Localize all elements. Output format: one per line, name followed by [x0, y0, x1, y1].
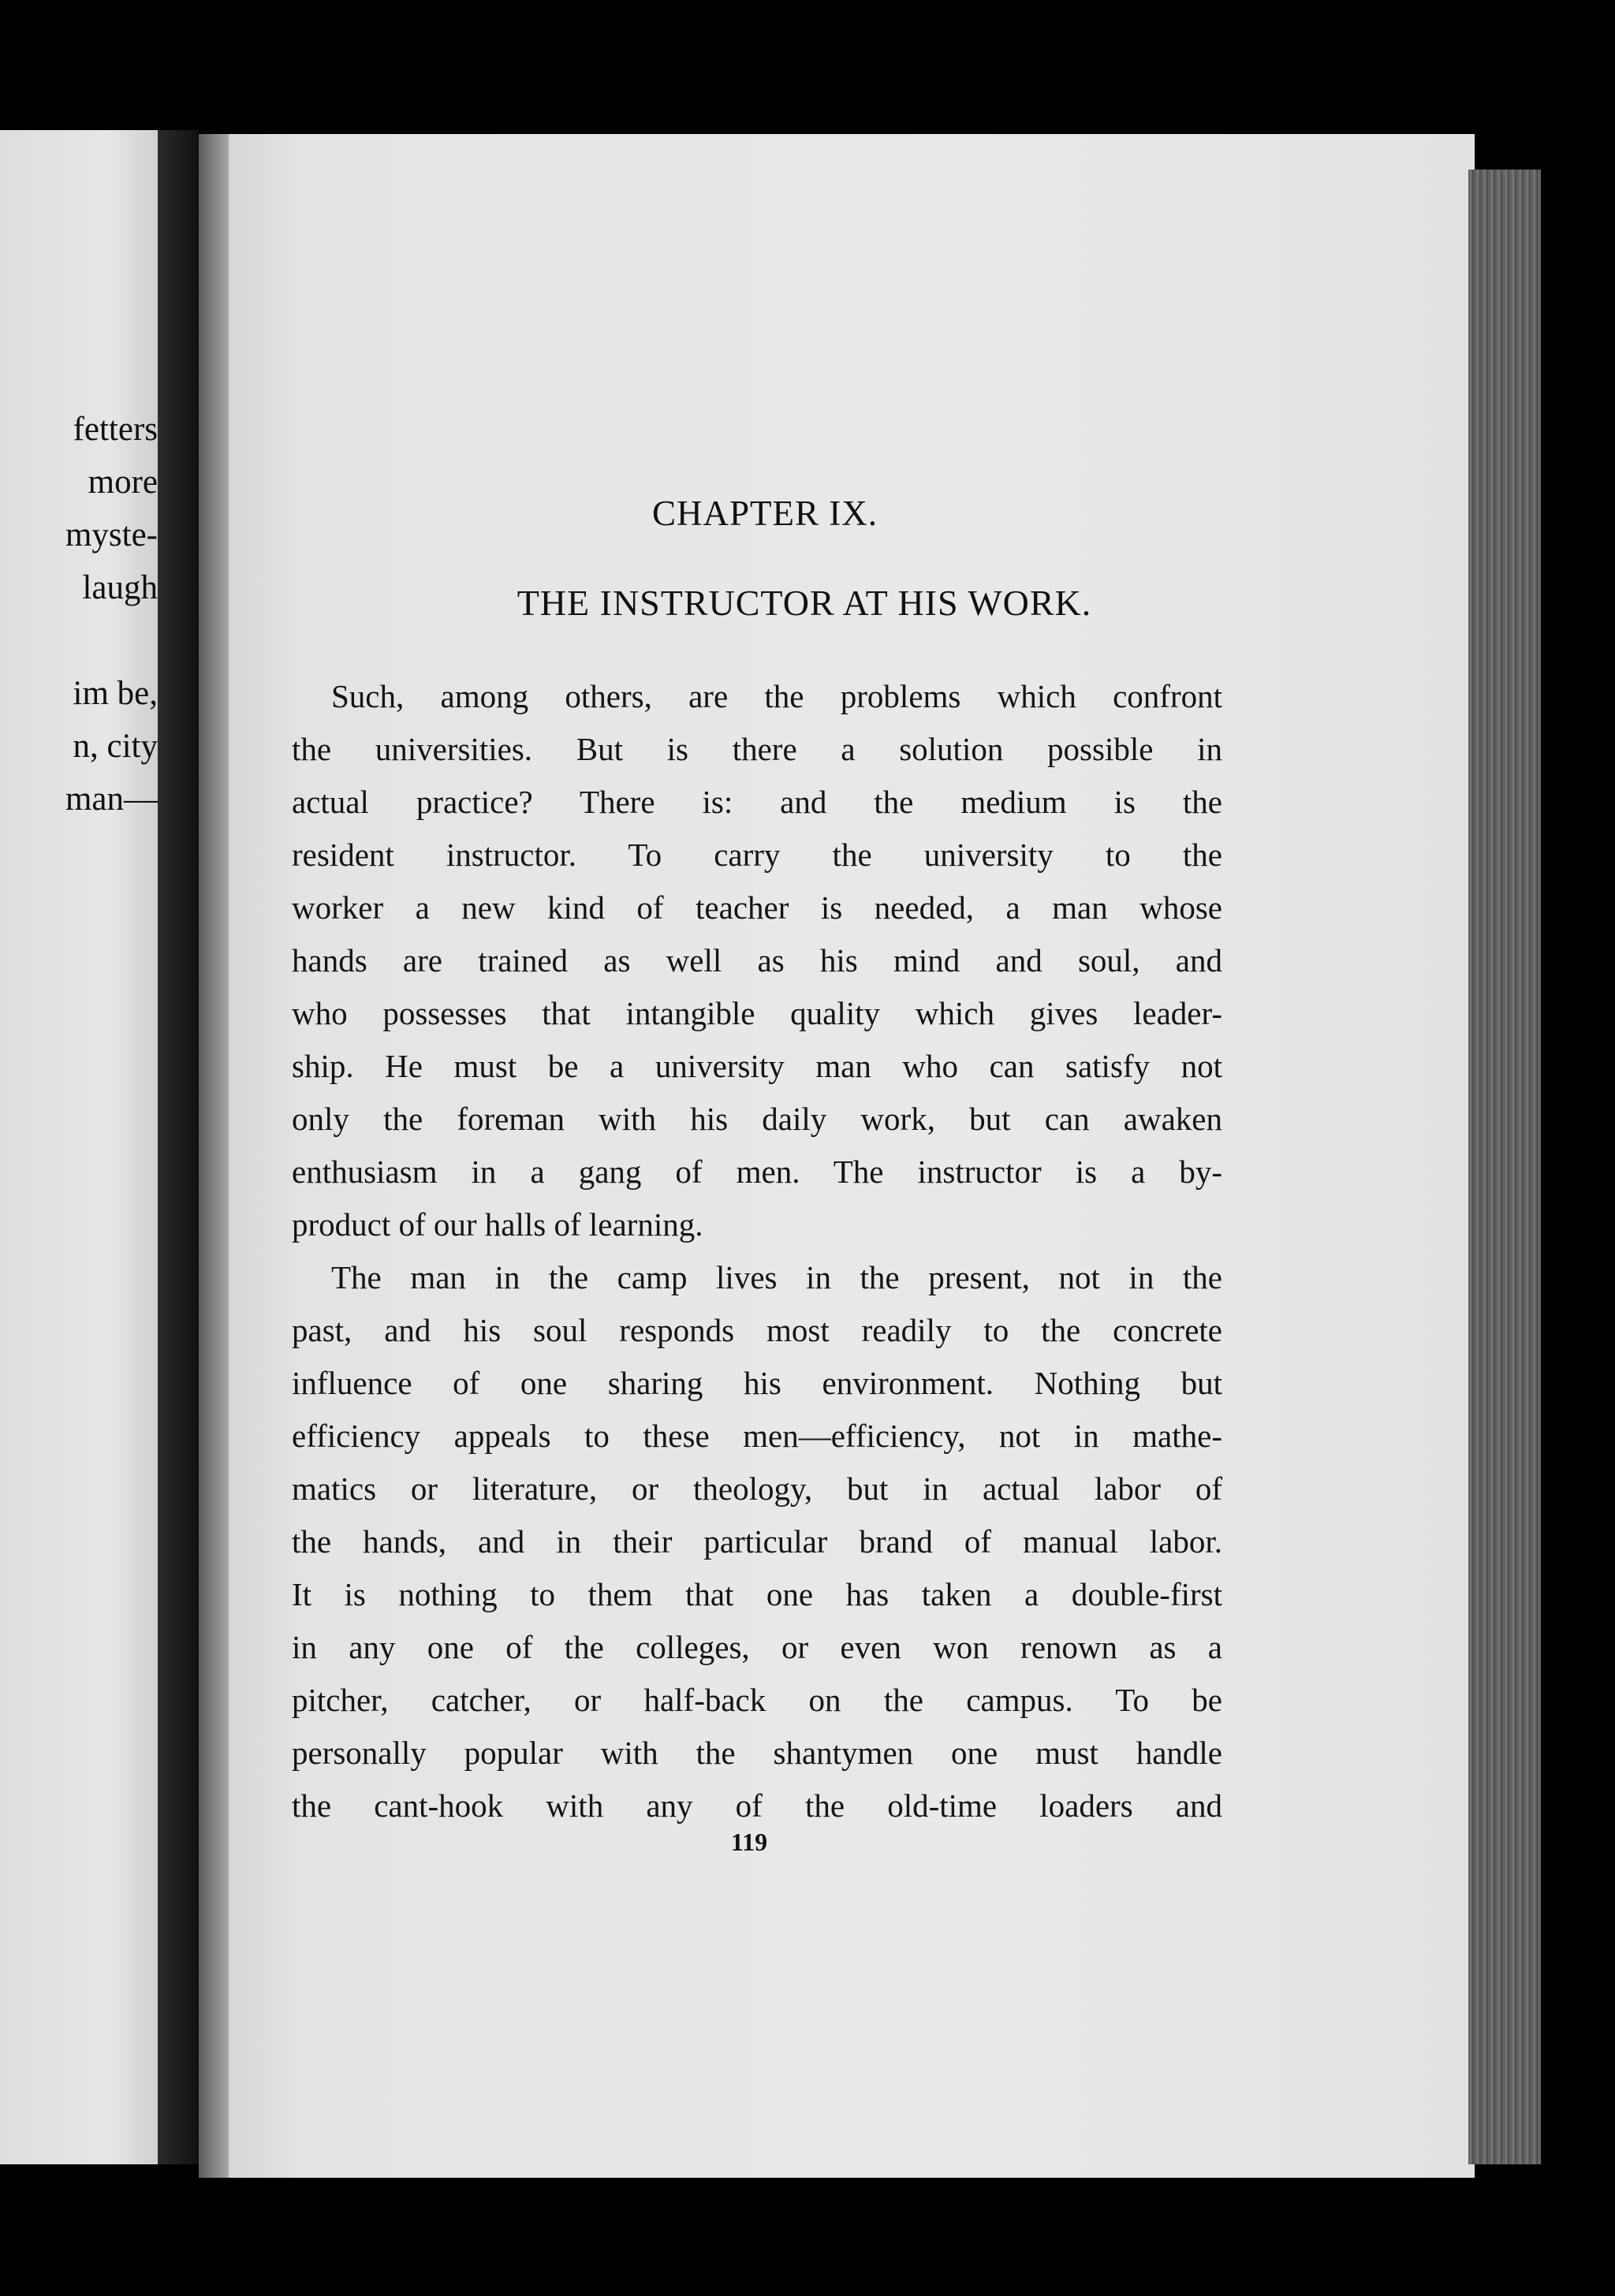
text-line: in any one of the colleges, or even won renown as a — [292, 1629, 1222, 1665]
text-line: efficiency appeals to these men—efficiency, not in mathe- — [292, 1418, 1222, 1454]
text-line: enthusiasm in a gang of men. The instructor is a by- — [292, 1154, 1222, 1190]
chapter-heading: CHAPTER IX. — [651, 494, 878, 533]
previous-page-line: im be, — [73, 675, 158, 712]
text-line: past, and his soul responds most readily to the concrete — [292, 1312, 1222, 1348]
previous-page-line: laugh — [82, 569, 158, 606]
text-line: who possesses that intangible quality which gives leader- — [292, 995, 1222, 1031]
previous-page-line: n, city — [73, 728, 158, 765]
text-line: product of our halls of learning. — [292, 1206, 703, 1243]
previous-page-line: man— — [65, 781, 158, 818]
chapter-title: THE INSTRUCTOR AT HIS WORK. — [517, 583, 1092, 623]
text-line: the universities. But is there a solution possible in — [292, 731, 1222, 767]
text-line: matics or literature, or theology, but in actual labor of — [292, 1470, 1222, 1507]
text-line: hands are trained as well as his mind and soul, and — [292, 942, 1222, 978]
text-line: influence of one sharing his environment. Nothing but — [292, 1365, 1222, 1401]
text-line: worker a new kind of teacher is needed, a man whose — [292, 889, 1222, 926]
text-line: The man in the camp lives in the present, not in the — [331, 1259, 1222, 1295]
text-line: pitcher, catcher, or half-back on the campus. To be — [292, 1682, 1222, 1718]
text-line: personally popular with the shantymen one must handle — [292, 1735, 1222, 1771]
text-line: ship. He must be a university man who can satisfy not — [292, 1048, 1222, 1084]
text-line: It is nothing to them that one has taken a double-first — [292, 1576, 1222, 1612]
text-line: the cant-hook with any of the old-time loaders and — [292, 1787, 1222, 1824]
text-line: Such, among others, are the problems which confront — [331, 678, 1222, 714]
text-line: actual practice? There is: and the medium is the — [292, 784, 1222, 820]
previous-page-line: more — [88, 464, 158, 501]
page-gutter-shadow — [199, 134, 229, 2178]
previous-page-line: myste- — [65, 516, 158, 554]
previous-page-line: fetters — [73, 411, 158, 448]
text-line: resident instructor. To carry the university to the — [292, 837, 1222, 873]
page-edges — [1468, 170, 1541, 2164]
text-line: the hands, and in their particular brand of manual labor. — [292, 1523, 1222, 1560]
book-gutter — [158, 130, 199, 2164]
previous-page — [0, 130, 158, 2164]
page-number: 119 — [730, 1828, 768, 1856]
text-line: only the foreman with his daily work, but can awaken — [292, 1101, 1222, 1137]
body-text — [292, 670, 1222, 1832]
